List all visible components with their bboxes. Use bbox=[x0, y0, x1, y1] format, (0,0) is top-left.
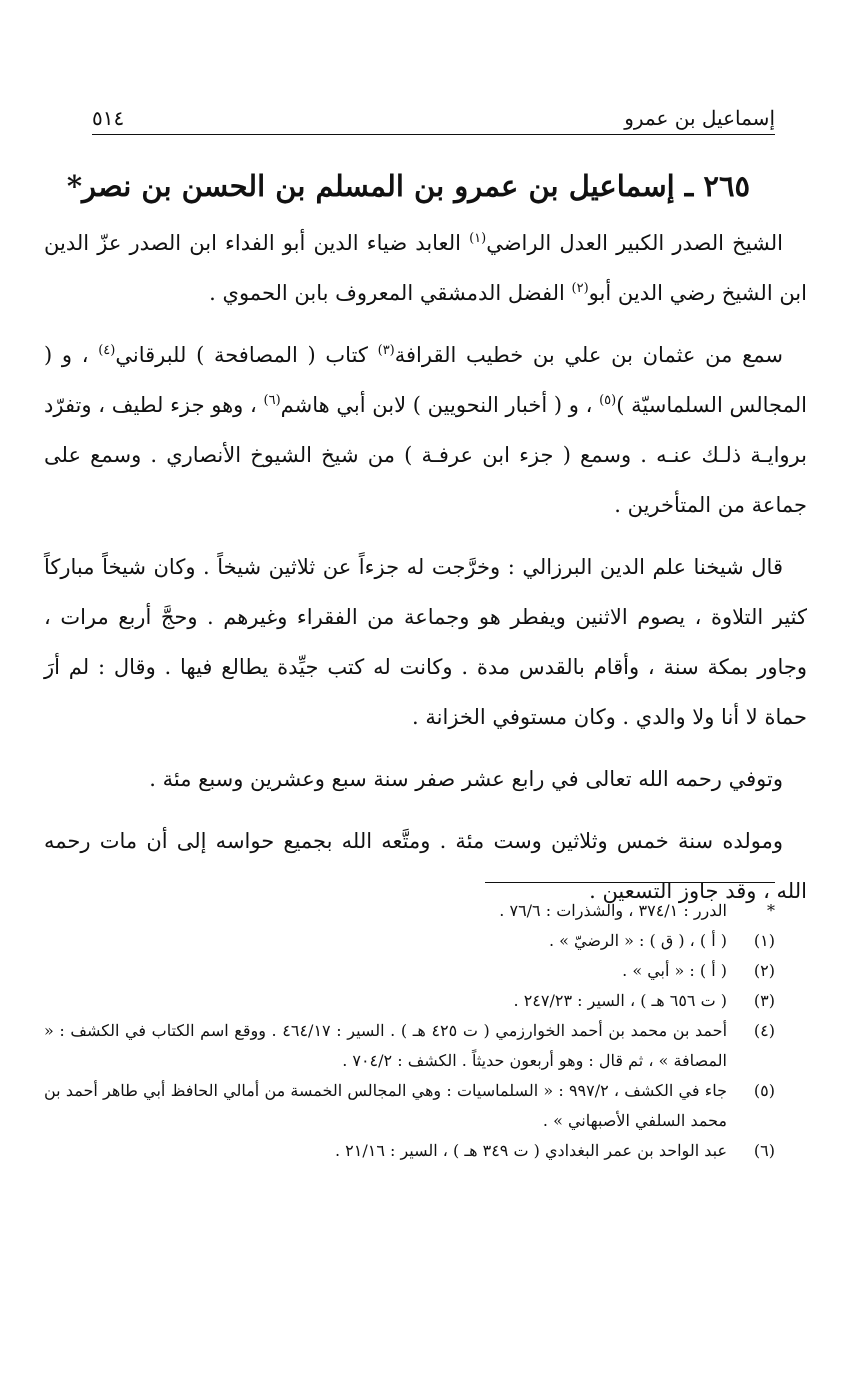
footnote-marker: (٦) bbox=[753, 1141, 775, 1160]
paragraph bbox=[44, 218, 807, 318]
footnote-text: الدرر : ٣٧٤/١ ، والشذرات : ٧٦/٦ . bbox=[499, 901, 727, 920]
text-run: العابد ضياء الدين أبو الفداء ابن الصدر عزّ الدين ابن الشيخ رضي الدين أبو bbox=[44, 231, 807, 305]
page-number: ٥١٤ bbox=[92, 106, 125, 130]
text-run: وتوفي رحمه الله تعالى في رابع عشر صفر سنة سبع وعشرين وسبع مئة . bbox=[149, 767, 783, 791]
footnote-divider bbox=[485, 882, 775, 883]
footnote-ref: (٥) bbox=[599, 393, 617, 408]
footnote-marker: (٢) bbox=[753, 961, 775, 980]
footnote-ref: (٤) bbox=[98, 343, 116, 358]
text-run: سمع من عثمان بن علي بن خطيب القرافة bbox=[394, 343, 783, 367]
footnote-item bbox=[44, 1076, 775, 1136]
paragraph bbox=[44, 754, 807, 804]
footnote-text: ( أ ) : « أبي » . bbox=[622, 961, 727, 980]
footnote-text: ( أ ) ، ( ق ) : « الرضيّ » . bbox=[548, 931, 727, 950]
footnote-text: ( ت ٦٥٦ هـ ) ، السير : ٢٤٧/٢٣ . bbox=[513, 991, 727, 1010]
running-header bbox=[92, 96, 775, 135]
footnote-marker: (١) bbox=[753, 931, 775, 950]
text-run: قال شيخنا علم الدين البرزالي : وخرَّجت له جزءاً عن ثلاثين شيخاً . وكان شيخاً مباركاً كثير التلاوة ، يصوم الاثنين ويفطر هو وجماعة من الفقراء وغيرهم . وحجَّ أربع مرات ، وجاور بمكة سنة ، وأقام بالقدس مدة . وكانت له كتب جيِّدة يطالع فيها . وقال : لم أرَ حماة لا أنا ولا والدي . وكان مستوفي الخزانة . bbox=[44, 555, 807, 729]
footnote-item bbox=[44, 956, 775, 986]
footnote-marker: (٤) bbox=[753, 1021, 775, 1040]
footnote-ref: (١) bbox=[469, 231, 487, 246]
text-run: كتاب ( المصافحة ) للبرقاني bbox=[115, 343, 378, 367]
footnote-ref: (٢) bbox=[571, 281, 589, 296]
entry-title: ٢٦٥ ـ إسماعيل بن عمرو بن المسلم بن الحسن بن نصر* bbox=[66, 169, 751, 203]
footnotes bbox=[44, 896, 775, 1166]
text-run: الشيخ الصدر الكبير العدل الراضي bbox=[486, 231, 783, 255]
footnote-item bbox=[44, 926, 775, 956]
footnote-text: عبد الواحد بن عمر البغدادي ( ت ٣٤٩ هـ ) ، السير : ٢١/١٦ . bbox=[334, 1141, 727, 1160]
text-run: الفضل الدمشقي المعروف بابن الحموي . bbox=[209, 281, 572, 305]
footnote-marker: * bbox=[767, 901, 775, 920]
footnote-text: أحمد بن محمد بن أحمد الخوارزمي ( ت ٤٢٥ هـ ) . السير : ٤٦٤/١٧ . ووقع اسم الكتاب في الكشف : « المصافة » ، ثم قال : وهو أربعون حديثاً . الكشف : ٧٠٤/٢ . bbox=[44, 1021, 728, 1070]
running-title: إسماعيل بن عمرو bbox=[624, 106, 775, 130]
text-run: ، وهو جزء لطيف ، وتفرّد بروايـة ذلـك عنـه . وسمع ( جزء ابن عرفـة ) من شيخ الشيوخ الأنصاري . وسمع على جماعة من المتأخرين . bbox=[44, 393, 807, 517]
text-run: ، و ( المجالس السلماسيّة ) bbox=[44, 343, 807, 417]
body-text bbox=[44, 218, 807, 928]
footnote-text: جاء في الكشف ، ٩٩٧/٢ : « السلماسيات : وهي المجالس الخمسة من أمالي الحافظ أبي طاهر أحمد بن محمد السلفي الأصبهاني » . bbox=[44, 1081, 727, 1130]
footnote-item bbox=[44, 896, 775, 926]
paragraph bbox=[44, 542, 807, 742]
paragraph bbox=[44, 330, 807, 530]
footnote-item bbox=[44, 986, 775, 1016]
text-run: ، و ( أخبار النحويين ) لابن أبي هاشم bbox=[280, 393, 600, 417]
footnote-item bbox=[44, 1016, 775, 1076]
footnote-marker: (٣) bbox=[753, 991, 775, 1010]
footnote-ref: (٣) bbox=[377, 343, 395, 358]
text-run: ومولده سنة خمس وثلاثين وست مئة . ومتَّعه الله بجميع حواسه إلى أن مات رحمه الله ، وقد جاوز التسعين . bbox=[44, 829, 807, 903]
footnote-ref: (٦) bbox=[263, 393, 281, 408]
footnote-marker: (٥) bbox=[753, 1081, 775, 1100]
footnote-item bbox=[44, 1136, 775, 1166]
